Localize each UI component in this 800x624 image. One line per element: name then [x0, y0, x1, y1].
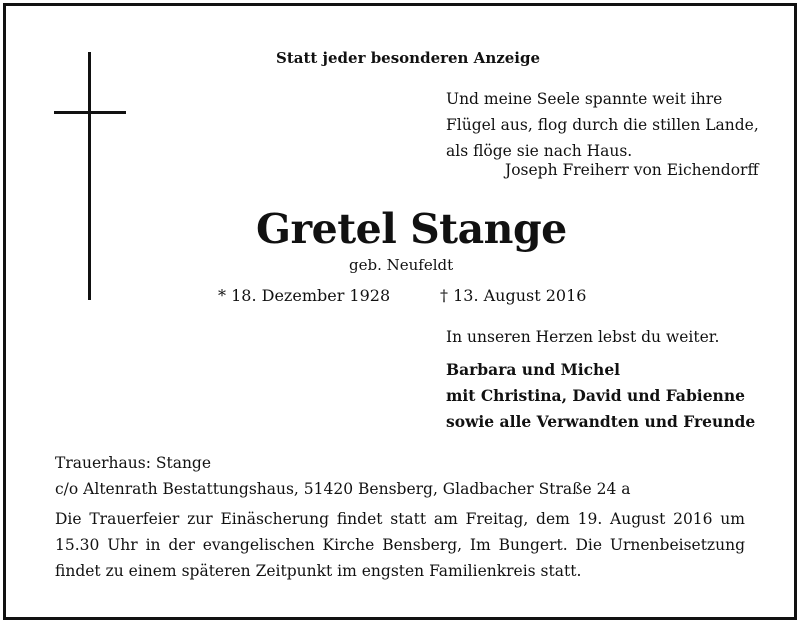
service-info	[55, 506, 745, 584]
poem	[446, 86, 759, 164]
mourner-line: mit Christina, David und Fabienne	[446, 386, 745, 405]
service-line: Die Trauerfeier zur Einäscherung findet statt am Freitag, dem 19. August 2016 um 15.30 Uhr	[55, 510, 745, 554]
motto: In unseren Herzen lebst du weiter.	[446, 328, 720, 346]
poem-line: Flügel aus, flog durch die stillen Lande,	[446, 116, 759, 134]
poem-line: Und meine Seele spannte weit ihre	[446, 90, 723, 108]
poem-author: Joseph Freiherr von Eichendorff	[505, 161, 759, 179]
cross-horizontal-bar	[54, 111, 126, 114]
mourning-house	[55, 450, 630, 502]
poem-line: als flöge sie nach Haus.	[446, 142, 633, 160]
mourner-line: sowie alle Verwandten und Freunde	[446, 412, 756, 431]
maiden-name: geb. Neufeldt	[349, 256, 454, 274]
mourning-house-line: Trauerhaus: Stange	[55, 454, 212, 472]
notice-header: Statt jeder besonderen Anzeige	[276, 49, 541, 67]
mourners	[446, 357, 755, 435]
service-line: in der evangelischen Kirche Bensberg, Im Bungert. Die Urnenbeisetzung findet zu einem	[55, 536, 745, 580]
cross-vertical-bar	[88, 52, 91, 300]
service-line: späteren Zeitpunkt im engsten Familienkreis statt.	[181, 562, 582, 580]
mourner-line: Barbara und Michel	[446, 360, 621, 379]
death-date: † 13. August 2016	[440, 286, 587, 305]
birth-date: * 18. Dezember 1928	[218, 286, 391, 305]
mourning-house-line: c/o Altenrath Bestattungshaus, 51420 Bensberg, Gladbacher Straße 24 a	[55, 480, 631, 498]
deceased-name: Gretel Stange	[256, 205, 567, 253]
